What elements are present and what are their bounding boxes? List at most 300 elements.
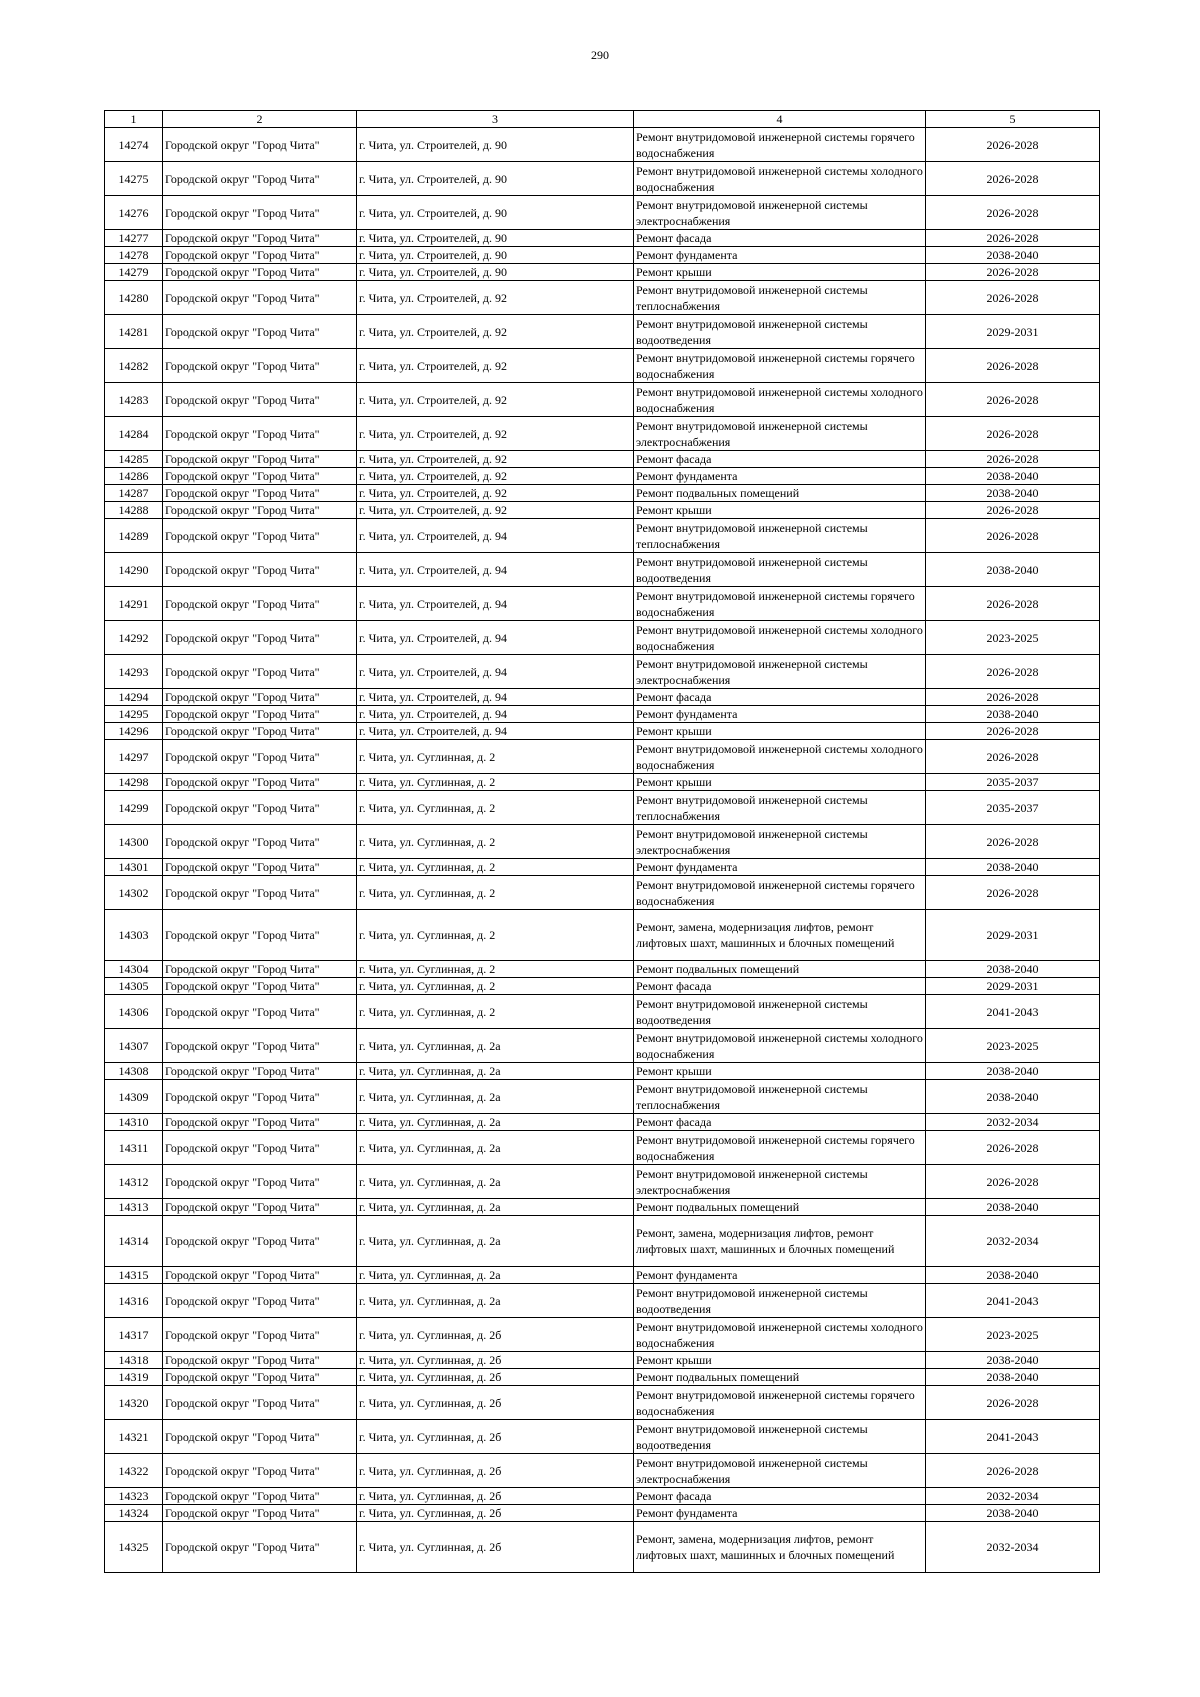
work-type-cell: Ремонт внутридомовой инженерной системы горячего водоснабжения [634,1131,926,1165]
repair-period-cell: 2038-2040 [926,1352,1100,1369]
address-cell: г. Чита, ул. Строителей, д. 92 [357,383,634,417]
work-type-cell: Ремонт крыши [634,264,926,281]
row-number-cell: 14320 [105,1386,163,1420]
row-number-cell: 14287 [105,485,163,502]
table-row [105,859,1100,876]
work-type-cell: Ремонт внутридомовой инженерной системы холодного водоснабжения [634,383,926,417]
row-number-cell: 14307 [105,1029,163,1063]
column-header-2: 2 [163,111,357,128]
row-number-cell: 14321 [105,1420,163,1454]
row-number-cell: 14306 [105,995,163,1029]
repair-period-cell: 2026-2028 [926,196,1100,230]
row-number-cell: 14289 [105,519,163,553]
table-row [105,1165,1100,1199]
address-cell: г. Чита, ул. Строителей, д. 92 [357,349,634,383]
table-row [105,1386,1100,1420]
repair-period-cell: 2035-2037 [926,791,1100,825]
address-cell: г. Чита, ул. Суглинная, д. 2а [357,1131,634,1165]
municipality-cell: Городской округ "Город Чита" [163,1352,357,1369]
work-type-cell: Ремонт внутридомовой инженерной системы теплоснабжения [634,791,926,825]
row-number-cell: 14274 [105,128,163,162]
work-type-cell: Ремонт фундамента [634,1267,926,1284]
municipality-cell: Городской округ "Город Чита" [163,621,357,655]
table-row [105,740,1100,774]
municipality-cell: Городской округ "Город Чита" [163,196,357,230]
work-type-cell: Ремонт фасада [634,689,926,706]
table-row [105,978,1100,995]
address-cell: г. Чита, ул. Суглинная, д. 2б [357,1386,634,1420]
address-cell: г. Чита, ул. Строителей, д. 90 [357,196,634,230]
address-cell: г. Чита, ул. Суглинная, д. 2а [357,1165,634,1199]
municipality-cell: Городской округ "Город Чита" [163,1029,357,1063]
address-cell: г. Чита, ул. Суглинная, д. 2 [357,876,634,910]
work-type-cell: Ремонт внутридомовой инженерной системы теплоснабжения [634,1080,926,1114]
repair-period-cell: 2041-2043 [926,1284,1100,1318]
address-cell: г. Чита, ул. Суглинная, д. 2а [357,1114,634,1131]
repair-period-cell: 2032-2034 [926,1522,1100,1573]
table-row [105,1284,1100,1318]
repair-period-cell: 2038-2040 [926,1369,1100,1386]
work-type-cell: Ремонт фасада [634,1488,926,1505]
work-type-cell: Ремонт фасада [634,451,926,468]
row-number-cell: 14308 [105,1063,163,1080]
row-number-cell: 14275 [105,162,163,196]
table-row [105,315,1100,349]
municipality-cell: Городской округ "Город Чита" [163,417,357,451]
work-type-cell: Ремонт внутридомовой инженерной системы электроснабжения [634,1454,926,1488]
table-row [105,1488,1100,1505]
address-cell: г. Чита, ул. Суглинная, д. 2б [357,1522,634,1573]
work-type-cell: Ремонт внутридомовой инженерной системы теплоснабжения [634,519,926,553]
address-cell: г. Чита, ул. Строителей, д. 90 [357,247,634,264]
work-type-cell: Ремонт внутридомовой инженерной системы горячего водоснабжения [634,128,926,162]
table-row [105,1267,1100,1284]
row-number-cell: 14283 [105,383,163,417]
repair-period-cell: 2029-2031 [926,315,1100,349]
repair-period-cell: 2032-2034 [926,1488,1100,1505]
row-number-cell: 14303 [105,910,163,961]
table-row [105,1318,1100,1352]
address-cell: г. Чита, ул. Суглинная, д. 2 [357,774,634,791]
repair-period-cell: 2029-2031 [926,978,1100,995]
row-number-cell: 14313 [105,1199,163,1216]
municipality-cell: Городской округ "Город Чита" [163,281,357,315]
table-row [105,689,1100,706]
repair-period-cell: 2026-2028 [926,230,1100,247]
municipality-cell: Городской округ "Город Чита" [163,1114,357,1131]
work-type-cell: Ремонт внутридомовой инженерной системы холодного водоснабжения [634,162,926,196]
column-header-3: 3 [357,111,634,128]
work-type-cell: Ремонт подвальных помещений [634,1369,926,1386]
municipality-cell: Городской округ "Город Чита" [163,859,357,876]
address-cell: г. Чита, ул. Суглинная, д. 2а [357,1063,634,1080]
work-type-cell: Ремонт крыши [634,1063,926,1080]
municipality-cell: Городской округ "Город Чита" [163,162,357,196]
work-type-cell: Ремонт фундамента [634,706,926,723]
address-cell: г. Чита, ул. Строителей, д. 94 [357,621,634,655]
work-type-cell: Ремонт крыши [634,723,926,740]
row-number-cell: 14293 [105,655,163,689]
municipality-cell: Городской округ "Город Чита" [163,315,357,349]
row-number-cell: 14315 [105,1267,163,1284]
address-cell: г. Чита, ул. Суглинная, д. 2 [357,859,634,876]
work-type-cell: Ремонт внутридомовой инженерной системы электроснабжения [634,417,926,451]
work-type-cell: Ремонт, замена, модернизация лифтов, ремонт лифтовых шахт, машинных и блочных помещений [634,1216,926,1267]
repair-period-cell: 2026-2028 [926,264,1100,281]
row-number-cell: 14281 [105,315,163,349]
work-type-cell: Ремонт внутридомовой инженерной системы электроснабжения [634,825,926,859]
municipality-cell: Городской округ "Город Чита" [163,468,357,485]
table-row [105,553,1100,587]
table-row [105,1199,1100,1216]
municipality-cell: Городской округ "Город Чита" [163,774,357,791]
repair-period-cell: 2026-2028 [926,655,1100,689]
repair-period-cell: 2029-2031 [926,910,1100,961]
row-number-cell: 14314 [105,1216,163,1267]
repair-period-cell: 2026-2028 [926,1131,1100,1165]
address-cell: г. Чита, ул. Суглинная, д. 2 [357,791,634,825]
address-cell: г. Чита, ул. Строителей, д. 92 [357,451,634,468]
page-number: 290 [591,48,609,62]
municipality-cell: Городской округ "Город Чита" [163,1165,357,1199]
municipality-cell: Городской округ "Город Чита" [163,1267,357,1284]
table-row [105,1063,1100,1080]
repair-period-cell: 2026-2028 [926,723,1100,740]
address-cell: г. Чита, ул. Суглинная, д. 2а [357,1267,634,1284]
municipality-cell: Городской округ "Город Чита" [163,825,357,859]
repair-period-cell: 2035-2037 [926,774,1100,791]
municipality-cell: Городской округ "Город Чита" [163,451,357,468]
repair-period-cell: 2026-2028 [926,281,1100,315]
row-number-cell: 14298 [105,774,163,791]
table-row [105,519,1100,553]
work-type-cell: Ремонт внутридомовой инженерной системы горячего водоснабжения [634,876,926,910]
address-cell: г. Чита, ул. Суглинная, д. 2б [357,1505,634,1522]
table-row [105,774,1100,791]
address-cell: г. Чита, ул. Суглинная, д. 2 [357,740,634,774]
municipality-cell: Городской округ "Город Чита" [163,655,357,689]
table-row [105,1216,1100,1267]
table-row [105,162,1100,196]
address-cell: г. Чита, ул. Суглинная, д. 2б [357,1454,634,1488]
municipality-cell: Городской округ "Город Чита" [163,1386,357,1420]
municipality-cell: Городской округ "Город Чита" [163,910,357,961]
table-body [105,111,1100,1573]
municipality-cell: Городской округ "Город Чита" [163,553,357,587]
row-number-cell: 14288 [105,502,163,519]
address-cell: г. Чита, ул. Строителей, д. 92 [357,281,634,315]
municipality-cell: Городской округ "Город Чита" [163,1505,357,1522]
municipality-cell: Городской округ "Город Чита" [163,723,357,740]
row-number-cell: 14284 [105,417,163,451]
address-cell: г. Чита, ул. Суглинная, д. 2 [357,910,634,961]
address-cell: г. Чита, ул. Строителей, д. 92 [357,502,634,519]
repair-period-cell: 2038-2040 [926,1267,1100,1284]
repair-period-cell: 2026-2028 [926,349,1100,383]
table-row [105,128,1100,162]
municipality-cell: Городской округ "Город Чита" [163,1318,357,1352]
work-type-cell: Ремонт, замена, модернизация лифтов, ремонт лифтовых шахт, машинных и блочных помещений [634,910,926,961]
address-cell: г. Чита, ул. Суглинная, д. 2 [357,995,634,1029]
address-cell: г. Чита, ул. Строителей, д. 90 [357,230,634,247]
work-type-cell: Ремонт подвальных помещений [634,485,926,502]
work-type-cell: Ремонт подвальных помещений [634,1199,926,1216]
work-type-cell: Ремонт фасада [634,1114,926,1131]
address-cell: г. Чита, ул. Строителей, д. 92 [357,315,634,349]
repair-period-cell: 2038-2040 [926,1063,1100,1080]
row-number-cell: 14294 [105,689,163,706]
address-cell: г. Чита, ул. Суглинная, д. 2б [357,1420,634,1454]
repair-period-cell: 2038-2040 [926,1505,1100,1522]
municipality-cell: Городской округ "Город Чита" [163,1488,357,1505]
table-row [105,349,1100,383]
table-row [105,587,1100,621]
repair-period-cell: 2026-2028 [926,689,1100,706]
table-row [105,485,1100,502]
table-row [105,1369,1100,1386]
work-type-cell: Ремонт внутридомовой инженерной системы холодного водоснабжения [634,621,926,655]
repair-period-cell: 2026-2028 [926,128,1100,162]
municipality-cell: Городской округ "Город Чита" [163,230,357,247]
repair-period-cell: 2026-2028 [926,162,1100,196]
row-number-cell: 14309 [105,1080,163,1114]
municipality-cell: Городской округ "Город Чита" [163,995,357,1029]
repair-period-cell: 2026-2028 [926,519,1100,553]
table-row [105,723,1100,740]
address-cell: г. Чита, ул. Суглинная, д. 2б [357,1318,634,1352]
row-number-cell: 14297 [105,740,163,774]
table-row [105,1505,1100,1522]
repair-period-cell: 2038-2040 [926,859,1100,876]
address-cell: г. Чита, ул. Строителей, д. 94 [357,519,634,553]
work-type-cell: Ремонт внутридомовой инженерной системы водоотведения [634,553,926,587]
repair-period-cell: 2026-2028 [926,876,1100,910]
row-number-cell: 14299 [105,791,163,825]
work-type-cell: Ремонт, замена, модернизация лифтов, ремонт лифтовых шахт, машинных и блочных помещений [634,1522,926,1573]
table-row [105,706,1100,723]
address-cell: г. Чита, ул. Суглинная, д. 2 [357,961,634,978]
row-number-cell: 14278 [105,247,163,264]
table-row [105,1454,1100,1488]
row-number-cell: 14285 [105,451,163,468]
table-row [105,468,1100,485]
municipality-cell: Городской округ "Город Чита" [163,1454,357,1488]
table-row [105,1352,1100,1369]
municipality-cell: Городской округ "Город Чита" [163,485,357,502]
column-header-5: 5 [926,111,1100,128]
municipality-cell: Городской округ "Город Чита" [163,1216,357,1267]
row-number-cell: 14296 [105,723,163,740]
repair-period-cell: 2026-2028 [926,587,1100,621]
row-number-cell: 14319 [105,1369,163,1386]
municipality-cell: Городской округ "Город Чита" [163,1522,357,1573]
municipality-cell: Городской округ "Город Чита" [163,349,357,383]
municipality-cell: Городской округ "Город Чита" [163,1080,357,1114]
work-type-cell: Ремонт внутридомовой инженерной системы горячего водоснабжения [634,349,926,383]
row-number-cell: 14304 [105,961,163,978]
repair-period-cell: 2026-2028 [926,451,1100,468]
repair-period-cell: 2026-2028 [926,383,1100,417]
row-number-cell: 14276 [105,196,163,230]
row-number-cell: 14324 [105,1505,163,1522]
address-cell: г. Чита, ул. Суглинная, д. 2 [357,825,634,859]
row-number-cell: 14290 [105,553,163,587]
work-type-cell: Ремонт внутридомовой инженерной системы водоотведения [634,315,926,349]
address-cell: г. Чита, ул. Суглинная, д. 2б [357,1369,634,1386]
table-row [105,621,1100,655]
row-number-cell: 14291 [105,587,163,621]
address-cell: г. Чита, ул. Строителей, д. 94 [357,655,634,689]
address-cell: г. Чита, ул. Строителей, д. 90 [357,128,634,162]
work-type-cell: Ремонт фасада [634,978,926,995]
address-cell: г. Чита, ул. Суглинная, д. 2б [357,1488,634,1505]
row-number-cell: 14279 [105,264,163,281]
work-type-cell: Ремонт внутридомовой инженерной системы холодного водоснабжения [634,1029,926,1063]
repair-period-cell: 2038-2040 [926,553,1100,587]
table-row [105,247,1100,264]
row-number-cell: 14323 [105,1488,163,1505]
address-cell: г. Чита, ул. Строителей, д. 92 [357,468,634,485]
capital-repair-table [104,110,1100,1573]
municipality-cell: Городской округ "Город Чита" [163,978,357,995]
row-number-cell: 14322 [105,1454,163,1488]
address-cell: г. Чита, ул. Строителей, д. 94 [357,553,634,587]
column-header-4: 4 [634,111,926,128]
work-type-cell: Ремонт внутридомовой инженерной системы теплоснабжения [634,281,926,315]
row-number-cell: 14282 [105,349,163,383]
work-type-cell: Ремонт фундамента [634,859,926,876]
repair-period-cell: 2038-2040 [926,961,1100,978]
work-type-cell: Ремонт внутридомовой инженерной системы холодного водоснабжения [634,740,926,774]
work-type-cell: Ремонт внутридомовой инженерной системы электроснабжения [634,1165,926,1199]
address-cell: г. Чита, ул. Строителей, д. 90 [357,264,634,281]
repair-period-cell: 2038-2040 [926,706,1100,723]
row-number-cell: 14277 [105,230,163,247]
repair-period-cell: 2038-2040 [926,1199,1100,1216]
work-type-cell: Ремонт крыши [634,1352,926,1369]
table-row [105,1080,1100,1114]
municipality-cell: Городской округ "Город Чита" [163,961,357,978]
municipality-cell: Городской округ "Город Чита" [163,740,357,774]
row-number-cell: 14292 [105,621,163,655]
municipality-cell: Городской округ "Город Чита" [163,1063,357,1080]
work-type-cell: Ремонт подвальных помещений [634,961,926,978]
work-type-cell: Ремонт фундамента [634,1505,926,1522]
address-cell: г. Чита, ул. Суглинная, д. 2а [357,1199,634,1216]
address-cell: г. Чита, ул. Суглинная, д. 2а [357,1284,634,1318]
municipality-cell: Городской округ "Город Чита" [163,264,357,281]
municipality-cell: Городской округ "Город Чита" [163,1420,357,1454]
work-type-cell: Ремонт внутридомовой инженерной системы горячего водоснабжения [634,1386,926,1420]
work-type-cell: Ремонт крыши [634,502,926,519]
municipality-cell: Городской округ "Город Чита" [163,383,357,417]
row-number-cell: 14286 [105,468,163,485]
repair-period-cell: 2026-2028 [926,1386,1100,1420]
row-number-cell: 14300 [105,825,163,859]
work-type-cell: Ремонт внутридомовой инженерной системы горячего водоснабжения [634,587,926,621]
table-row [105,791,1100,825]
address-cell: г. Чита, ул. Суглинная, д. 2а [357,1080,634,1114]
municipality-cell: Городской округ "Город Чита" [163,1284,357,1318]
municipality-cell: Городской округ "Город Чита" [163,1131,357,1165]
table-row [105,1420,1100,1454]
address-cell: г. Чита, ул. Строителей, д. 90 [357,162,634,196]
address-cell: г. Чита, ул. Строителей, д. 94 [357,587,634,621]
table-row [105,451,1100,468]
repair-period-cell: 2041-2043 [926,1420,1100,1454]
municipality-cell: Городской округ "Город Чита" [163,791,357,825]
work-type-cell: Ремонт внутридомовой инженерной системы водоотведения [634,1284,926,1318]
repair-period-cell: 2023-2025 [926,1318,1100,1352]
work-type-cell: Ремонт фасада [634,230,926,247]
work-type-cell: Ремонт фундамента [634,247,926,264]
address-cell: г. Чита, ул. Строителей, д. 92 [357,417,634,451]
municipality-cell: Городской округ "Город Чита" [163,502,357,519]
repair-period-cell: 2038-2040 [926,247,1100,264]
repair-period-cell: 2041-2043 [926,995,1100,1029]
repair-period-cell: 2032-2034 [926,1114,1100,1131]
address-cell: г. Чита, ул. Строителей, д. 94 [357,689,634,706]
row-number-cell: 14312 [105,1165,163,1199]
work-type-cell: Ремонт внутридомовой инженерной системы водоотведения [634,995,926,1029]
row-number-cell: 14295 [105,706,163,723]
table-row [105,1114,1100,1131]
table-row [105,502,1100,519]
work-type-cell: Ремонт фундамента [634,468,926,485]
row-number-cell: 14325 [105,1522,163,1573]
address-cell: г. Чита, ул. Суглинная, д. 2а [357,1216,634,1267]
address-cell: г. Чита, ул. Суглинная, д. 2б [357,1352,634,1369]
address-cell: г. Чита, ул. Строителей, д. 92 [357,485,634,502]
address-cell: г. Чита, ул. Строителей, д. 94 [357,706,634,723]
municipality-cell: Городской округ "Город Чита" [163,519,357,553]
table-row [105,910,1100,961]
municipality-cell: Городской округ "Город Чита" [163,247,357,264]
municipality-cell: Городской округ "Город Чита" [163,1199,357,1216]
table-row [105,264,1100,281]
municipality-cell: Городской округ "Город Чита" [163,876,357,910]
repair-period-cell: 2023-2025 [926,1029,1100,1063]
table-row [105,383,1100,417]
table-row [105,1029,1100,1063]
table-row [105,1522,1100,1573]
municipality-cell: Городской округ "Город Чита" [163,587,357,621]
repair-period-cell: 2026-2028 [926,417,1100,451]
repair-period-cell: 2038-2040 [926,485,1100,502]
row-number-cell: 14280 [105,281,163,315]
column-header-1: 1 [105,111,163,128]
municipality-cell: Городской округ "Город Чита" [163,689,357,706]
municipality-cell: Городской округ "Город Чита" [163,128,357,162]
repair-period-cell: 2032-2034 [926,1216,1100,1267]
repair-period-cell: 2038-2040 [926,468,1100,485]
table-header-row [105,111,1100,128]
address-cell: г. Чита, ул. Строителей, д. 94 [357,723,634,740]
work-type-cell: Ремонт внутридомовой инженерной системы электроснабжения [634,655,926,689]
work-type-cell: Ремонт внутридомовой инженерной системы холодного водоснабжения [634,1318,926,1352]
table-row [105,196,1100,230]
row-number-cell: 14318 [105,1352,163,1369]
municipality-cell: Городской округ "Город Чита" [163,706,357,723]
address-cell: г. Чита, ул. Суглинная, д. 2 [357,978,634,995]
repair-period-cell: 2026-2028 [926,740,1100,774]
table-row [105,230,1100,247]
table-row [105,825,1100,859]
work-type-cell: Ремонт крыши [634,774,926,791]
row-number-cell: 14317 [105,1318,163,1352]
repair-period-cell: 2026-2028 [926,825,1100,859]
work-type-cell: Ремонт внутридомовой инженерной системы электроснабжения [634,196,926,230]
